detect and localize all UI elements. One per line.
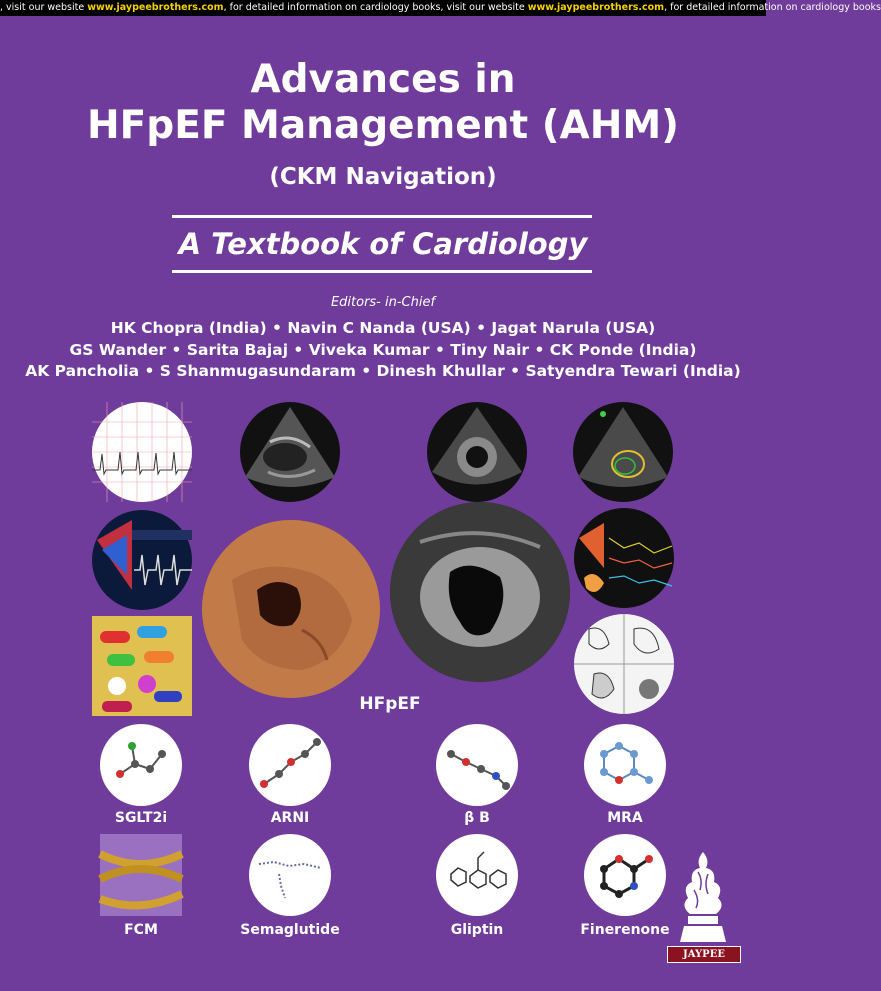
- website-link[interactable]: www.jaypeebrothers.com: [87, 2, 224, 13]
- website-link[interactable]: www.jaypeebrothers.com: [527, 2, 665, 13]
- beta-blocker-label: β B: [464, 810, 490, 826]
- promo-text: , for detailed information on cardiology books: [664, 2, 881, 13]
- promo-text: , for detailed information on cardiology books, visit our website: [223, 2, 528, 13]
- finerenone-label: Finerenone: [580, 922, 670, 938]
- book-title-line3: (CKM Navigation): [269, 164, 497, 190]
- mra-molecule-image: [584, 724, 666, 806]
- pills-image: [92, 616, 192, 716]
- editors-line: GS Wander • Sarita Bajaj • Viveka Kumar • Tiny Nair • CK Ponde (India): [69, 341, 697, 359]
- editors-label: Editors- in-Chief: [330, 295, 436, 310]
- divider-bottom: [172, 270, 592, 273]
- editors-line: AK Pancholia • S Shanmugasundaram • Dinesh Khullar • Satyendra Tewari (India): [25, 362, 741, 380]
- sglt2i-molecule-image: [100, 724, 182, 806]
- gliptin-label: Gliptin: [450, 922, 504, 938]
- echo-doppler-image: [573, 402, 673, 502]
- arni-molecule-image: [249, 724, 331, 806]
- gliptin-structure-image: [436, 834, 518, 916]
- anatomy-sketch-image: [574, 614, 674, 714]
- heart-specimen-image: [202, 520, 380, 698]
- strain-imaging-image: [574, 508, 674, 608]
- ecg-image: [92, 402, 192, 502]
- echo-short-axis-image: [427, 402, 527, 502]
- hfpef-label: HFpEF: [359, 694, 421, 714]
- beta-blocker-molecule-image: [436, 724, 518, 806]
- semaglutide-label: Semaglutide: [240, 922, 340, 938]
- promo-banner: [0, 0, 881, 16]
- book-subtitle: A Textbook of Cardiology: [178, 227, 588, 261]
- book-title-line2: HFpEF Management (AHM): [87, 103, 679, 148]
- arni-label: ARNI: [270, 810, 310, 826]
- publisher-name: JAYPEE: [667, 946, 741, 963]
- fcm-label: FCM: [124, 922, 158, 938]
- publisher-logo-icon: [670, 850, 736, 960]
- echo-image: [240, 402, 340, 502]
- fcm-structure-image: [100, 834, 182, 916]
- finerenone-molecule-image: [584, 834, 666, 916]
- editors-line: HK Chopra (India) • Navin C Nanda (USA) • Jagat Narula (USA): [110, 319, 656, 337]
- divider-top: [172, 215, 592, 218]
- mra-label: MRA: [607, 810, 643, 826]
- semaglutide-structure-image: [249, 834, 331, 916]
- sglt2i-label: SGLT2i: [114, 810, 168, 826]
- promo-text: , visit our website: [0, 2, 88, 13]
- echo-cross-section-image: [390, 502, 570, 682]
- book-title-line1: Advances in: [250, 57, 516, 102]
- doppler-waveform-image: [92, 510, 192, 610]
